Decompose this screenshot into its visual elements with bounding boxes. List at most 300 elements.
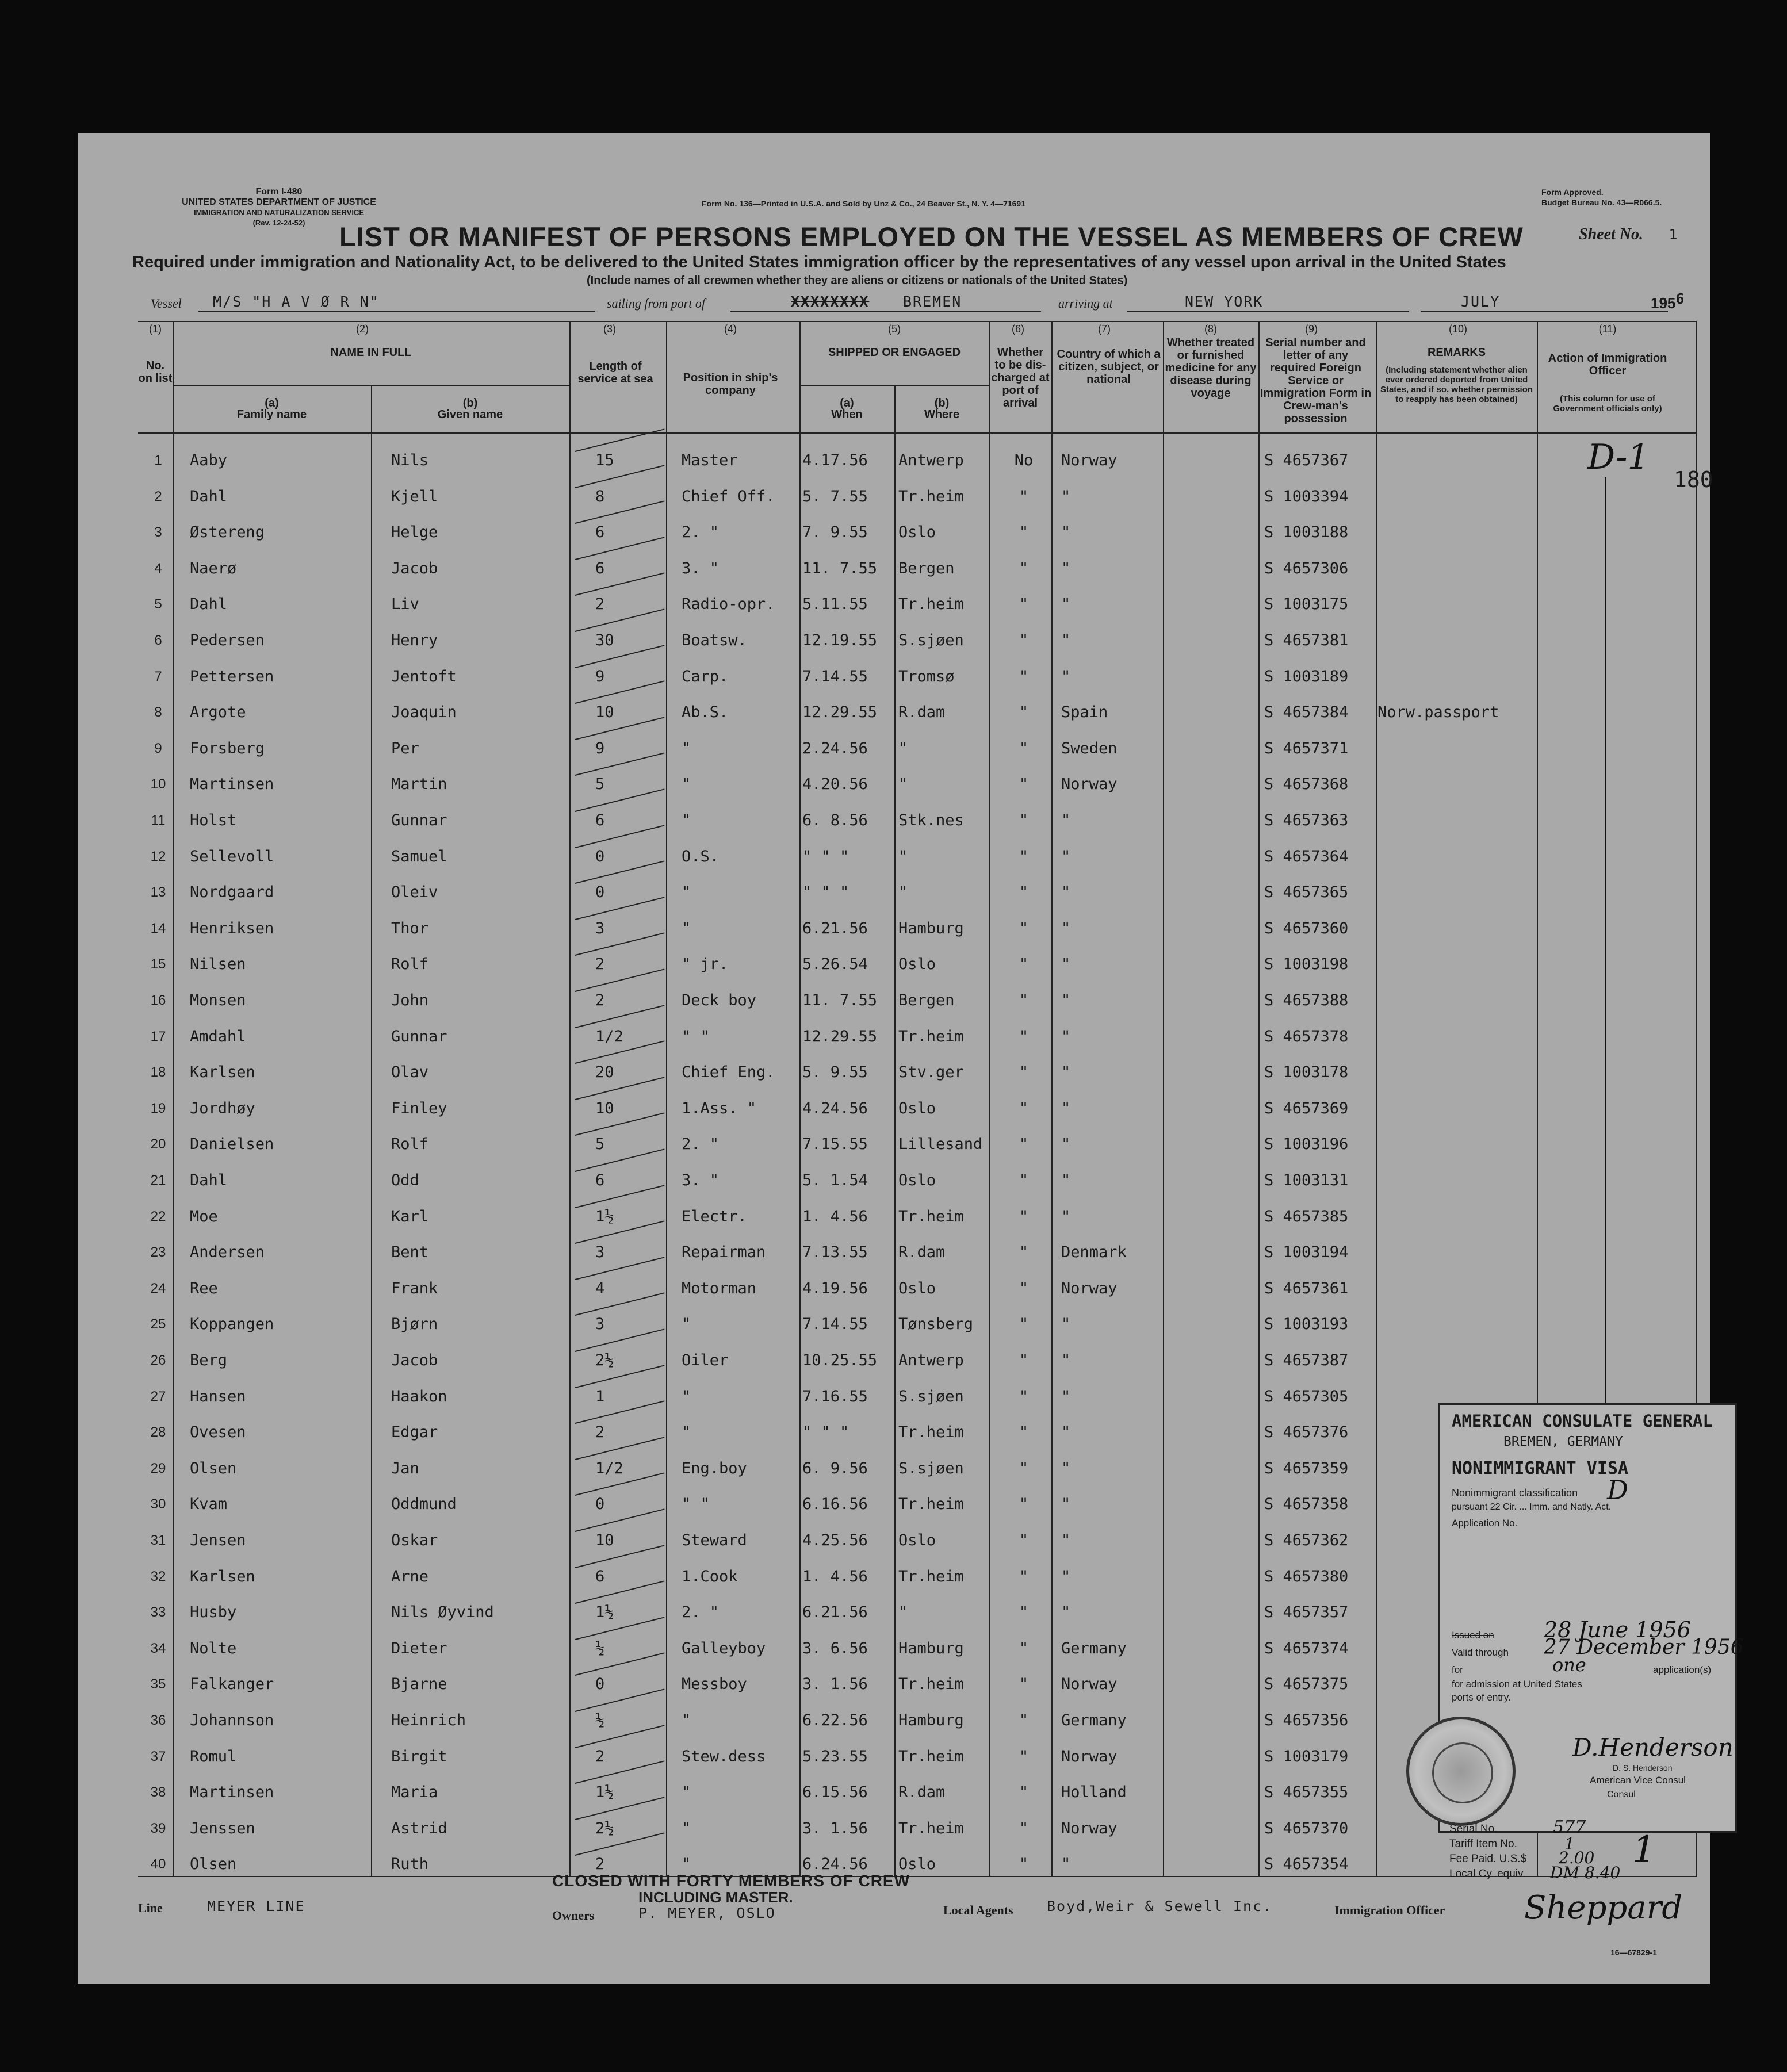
discharged: " (1019, 1675, 1029, 1694)
shipped-when: 1. 4.56 (802, 1567, 868, 1585)
length-of-service: ½ (595, 1639, 605, 1657)
ports-line: ports of entry. (1452, 1692, 1511, 1703)
vessel-underline (198, 311, 595, 312)
given-name: Birgit (391, 1747, 447, 1765)
shipped-when: " " " (802, 847, 850, 865)
length-of-service: 0 (595, 1495, 605, 1514)
given-name: Joaquin (391, 703, 457, 722)
arriving-port: NEW YORK (1185, 293, 1264, 310)
given-name: Rolf (391, 1135, 429, 1154)
col-num: (5) (888, 323, 901, 335)
row-number: 32 (150, 1568, 166, 1584)
shipped-when: 12.19.55 (802, 631, 878, 649)
length-of-service: 6 (595, 811, 605, 829)
shipped-where: Hamburg (898, 1639, 964, 1657)
row-number: 37 (150, 1748, 166, 1764)
shipped-when: 5. 7.55 (802, 487, 868, 505)
length-of-service: 2 (595, 595, 605, 614)
discharged: " (1019, 1027, 1029, 1045)
row-number: 34 (150, 1640, 166, 1656)
shipped-when: 12.29.55 (802, 1027, 878, 1045)
family-name: Dahl (190, 1171, 228, 1189)
vessel-label: Vessel (151, 296, 182, 311)
shipped-where: " (898, 1603, 908, 1622)
length-of-service: 20 (595, 1063, 614, 1082)
position: O.S. (682, 847, 720, 865)
given-name: Olav (391, 1063, 429, 1082)
discharged: " (1019, 1387, 1029, 1405)
sheet-number-block (1579, 225, 1679, 244)
shipped-when: 6.16.56 (802, 1495, 868, 1514)
length-of-service: 1½ (595, 1603, 614, 1622)
col-rule (1051, 321, 1053, 1876)
family-name: Naerø (190, 559, 237, 577)
shipped-where: Hamburg (898, 919, 964, 937)
shipped-when: 1. 4.56 (802, 1207, 868, 1225)
given-name: Martin (391, 775, 447, 794)
country: " (1061, 811, 1071, 829)
serial-number: S 4657376 (1264, 1423, 1349, 1442)
country: Germany (1061, 1711, 1127, 1729)
length-of-service: 0 (595, 847, 605, 865)
header-when-letter: (a) (840, 397, 854, 409)
approval-block (1541, 187, 1714, 208)
length-of-service: 1/2 (595, 1459, 623, 1477)
shipped-where: " (898, 847, 908, 865)
given-name: Astrid (391, 1819, 447, 1837)
row-number: 26 (150, 1353, 166, 1368)
serial-number: S 4657360 (1264, 919, 1349, 937)
row-number: 7 (154, 668, 162, 684)
family-name: Argote (190, 703, 246, 722)
given-name: Bjarne (391, 1675, 447, 1694)
row-number: 11 (151, 813, 166, 828)
discharged: " (1019, 1495, 1029, 1514)
col-num: (6) (1012, 323, 1024, 335)
family-name: Olsen (190, 1459, 237, 1477)
row-number: 18 (150, 1064, 166, 1081)
given-name: Oleiv (391, 883, 438, 902)
country: " (1061, 1531, 1071, 1549)
row-number: 12 (150, 848, 166, 864)
serial-number: S 4657368 (1264, 775, 1349, 794)
header-country: Country of which a citizen, subject, or national (1057, 348, 1161, 386)
serial-number: S 4657365 (1264, 883, 1349, 902)
shipped-where: " (898, 775, 908, 794)
row-number: 40 (150, 1856, 166, 1872)
serial-number: S 4657305 (1264, 1387, 1349, 1405)
country: " (1061, 1603, 1071, 1622)
discharged: " (1019, 487, 1029, 505)
form-approved: Form Approved. (1541, 187, 1604, 197)
serial-value: 577 (1553, 1817, 1586, 1837)
service: IMMIGRATION AND NATURALIZATION SERVICE (193, 208, 365, 217)
given-name: Bjørn (391, 1315, 438, 1334)
shipped-where: Tr.heim (898, 1423, 964, 1442)
serial-number: S 4657369 (1264, 1099, 1349, 1117)
page-title: LIST OR MANIFEST OF PERSONS EMPLOYED ON THE VESSEL AS MEMBERS OF CREW (339, 221, 1524, 252)
shipped-where: Tromsø (898, 667, 955, 685)
discharged: " (1019, 667, 1029, 685)
serial-number: S 1003394 (1264, 487, 1349, 505)
act-line: pursuant 22 Cir. ... Imm. and Natly. Act. (1452, 1502, 1612, 1512)
col-num: (4) (724, 323, 737, 335)
country: " (1061, 595, 1071, 614)
shipped-when: 6.21.56 (802, 1603, 868, 1622)
shipped-where: Lillesand (898, 1135, 983, 1154)
year-digit: 6 (1675, 290, 1686, 307)
serial-number: S 4657355 (1264, 1783, 1349, 1802)
serial-number: S 1003196 (1264, 1135, 1349, 1154)
country: " (1061, 631, 1071, 649)
serial-number: S 1003175 (1264, 595, 1349, 614)
country: " (1061, 1459, 1071, 1477)
serial-number: S 4657359 (1264, 1459, 1349, 1477)
country: " (1061, 883, 1071, 902)
shipped-when: 6. 8.56 (802, 811, 868, 829)
position: " jr. (682, 955, 729, 974)
discharged: " (1019, 1063, 1029, 1082)
shipped-where: Antwerp (898, 1351, 964, 1369)
given-name: Rolf (391, 955, 429, 974)
given-name: Thor (391, 919, 429, 937)
length-of-service: 8 (595, 487, 605, 505)
shipped-where: S.sjøen (898, 1459, 964, 1477)
shipped-where: Oslo (898, 1171, 936, 1189)
length-of-service: 3 (595, 919, 605, 937)
row-number: 29 (150, 1460, 166, 1476)
discharged: " (1019, 1603, 1029, 1622)
serial-number: S 4657387 (1264, 1351, 1349, 1369)
shipped-where: Tr.heim (898, 1675, 964, 1694)
family-name: Nolte (190, 1639, 237, 1657)
arriving-underline (1127, 311, 1409, 312)
header-family-name: Family name (236, 408, 307, 421)
row-number: 24 (150, 1280, 166, 1296)
length-of-service: 2 (595, 1855, 605, 1874)
sailing-underline (730, 311, 1041, 312)
length-of-service: 0 (595, 883, 605, 902)
for-label: for (1452, 1664, 1463, 1675)
country: Holland (1061, 1783, 1127, 1802)
line-label: Line (138, 1901, 163, 1915)
discharged: " (1019, 1783, 1029, 1802)
signer-title: American Vice Consul (1590, 1775, 1686, 1786)
sheet-number: 1 (1669, 226, 1679, 243)
country: " (1061, 1315, 1071, 1334)
shipped-where: R.dam (898, 1243, 946, 1262)
row-number: 3 (154, 524, 162, 541)
position: 3. " (682, 559, 720, 577)
position: Chief Off. (682, 487, 775, 505)
family-name: Dahl (190, 487, 228, 505)
shipped-where: " (898, 739, 908, 757)
shipped-when: 6. 9.56 (802, 1459, 868, 1477)
family-name: Kvam (190, 1495, 228, 1514)
given-name: Jacob (391, 559, 438, 577)
length-of-service: 2½ (595, 1819, 614, 1837)
length-of-service: 15 (595, 451, 614, 469)
discharged: " (1019, 1099, 1029, 1117)
country: " (1061, 1099, 1071, 1117)
family-name: Koppangen (190, 1315, 274, 1334)
header-action: Action of Immigration Officer (1548, 352, 1667, 377)
position: " (682, 919, 691, 937)
discharged: " (1019, 595, 1029, 614)
country: " (1061, 487, 1071, 505)
family-name: Romul (190, 1747, 237, 1765)
form-code: 16—67829-1 (1610, 1948, 1657, 1957)
country: " (1061, 1135, 1071, 1154)
family-name: Andersen (190, 1243, 265, 1262)
line-name: MEYER LINE (207, 1898, 305, 1914)
position: " " (682, 1495, 710, 1514)
shipped-where: Tr.heim (898, 1495, 964, 1514)
discharged: " (1019, 1639, 1029, 1657)
position: 2. " (682, 1135, 720, 1154)
col-rule (989, 321, 990, 1876)
fee-block (1449, 1817, 1639, 1883)
family-name: Ovesen (190, 1423, 246, 1442)
position: 1.Ass. " (682, 1099, 757, 1117)
country: " (1061, 1855, 1071, 1874)
discharged: " (1019, 1315, 1029, 1334)
owners-name: P. MEYER, OSLO (638, 1905, 776, 1921)
row-number: 13 (150, 884, 166, 901)
position: 3. " (682, 1171, 720, 1189)
header-length-of-service: Length of service at sea (577, 360, 653, 385)
given-name: Nils Øyvind (391, 1603, 494, 1622)
discharged: " (1019, 955, 1029, 974)
position: " (682, 1819, 691, 1837)
position: " (682, 811, 691, 829)
family-name: Amdahl (190, 1027, 246, 1045)
country: " (1061, 667, 1071, 685)
family-name: Dahl (190, 595, 228, 614)
arrival-month: JULY (1461, 293, 1501, 310)
length-of-service: 6 (595, 1567, 605, 1585)
given-name: Oddmund (391, 1495, 457, 1514)
shipped-when: 4.20.56 (802, 775, 868, 794)
seal-eagle (1432, 1742, 1493, 1803)
discharged: " (1019, 811, 1029, 829)
fee-paid-label: Fee Paid. U.S.$ (1449, 1853, 1527, 1865)
col-rule (371, 385, 372, 1876)
shipped-when: 5. 1.54 (802, 1171, 868, 1189)
row-number: 25 (150, 1316, 166, 1332)
family-name: Danielsen (190, 1135, 274, 1154)
family-name: Martinsen (190, 1783, 274, 1802)
country: " (1061, 1351, 1071, 1369)
serial-number: S 1003179 (1264, 1747, 1349, 1765)
shipped-when: 4.24.56 (802, 1099, 868, 1117)
serial-number: S 4657371 (1264, 739, 1349, 757)
classification-label: Nonimmigrant classification (1452, 1487, 1578, 1499)
col-rule (569, 321, 571, 1876)
shipped-when: 6.21.56 (802, 919, 868, 937)
header-family-letter: (a) (265, 397, 279, 409)
position: Motorman (682, 1279, 757, 1297)
family-name: Berg (190, 1351, 228, 1369)
shipped-when: 3. 1.56 (802, 1675, 868, 1694)
length-of-service: 10 (595, 1531, 614, 1549)
shipped-when: 7.14.55 (802, 1315, 868, 1334)
family-name: Jensen (190, 1531, 246, 1549)
shipped-when: 5.26.54 (802, 955, 868, 974)
header-medicine: Whether treated or furnished medicine for any disease during voyage (1165, 336, 1257, 400)
country: " (1061, 1027, 1071, 1045)
serial-number: S 1003178 (1264, 1063, 1349, 1082)
shipped-where: Tønsberg (898, 1315, 974, 1334)
family-name: Jordhøy (190, 1099, 255, 1117)
family-name: Martinsen (190, 775, 274, 794)
given-name: Gunnar (391, 1027, 447, 1045)
length-of-service: 2 (595, 955, 605, 974)
position: Steward (682, 1531, 747, 1549)
country: Norway (1061, 1747, 1118, 1765)
tariff-label: Tariff Item No. (1449, 1838, 1517, 1850)
given-name: Maria (391, 1783, 438, 1802)
stamp-line3: NONIMMIGRANT VISA (1452, 1458, 1629, 1479)
serial-number: S 4657364 (1264, 847, 1349, 865)
discharged: " (1019, 523, 1029, 542)
header-given-name: Given name (437, 408, 503, 421)
given-name: Oskar (391, 1531, 438, 1549)
length-of-service: 5 (595, 1135, 605, 1154)
row-number: 14 (150, 920, 166, 936)
position: Chief Eng. (682, 1063, 775, 1082)
shipped-when: 7. 9.55 (802, 523, 868, 542)
budget-bureau: Budget Bureau No. 43—R066.5. (1541, 198, 1662, 207)
length-of-service: 10 (595, 1099, 614, 1117)
local-label: Local Cy. equiv. (1449, 1868, 1526, 1880)
shipped-where: Tr.heim (898, 487, 964, 505)
serial-row (1449, 1817, 1639, 1838)
shipped-where: Stv.ger (898, 1063, 964, 1082)
country: " (1061, 523, 1071, 542)
row-number: 21 (150, 1173, 166, 1188)
serial-number: S 4657367 (1264, 451, 1349, 469)
shipped-where: Tr.heim (898, 595, 964, 614)
position: " (682, 739, 691, 757)
country: Norway (1061, 1819, 1118, 1837)
shipped-when: 6.22.56 (802, 1711, 868, 1729)
family-name: Pettersen (190, 667, 274, 685)
shipped-where: Tr.heim (898, 1207, 964, 1225)
sailing-label: sailing from port of (607, 296, 705, 311)
row-number: 33 (150, 1604, 166, 1621)
shipped-where: Oslo (898, 1099, 936, 1117)
row-number: 15 (150, 956, 166, 972)
country: " (1061, 1423, 1071, 1442)
row-number: 35 (150, 1676, 166, 1692)
position: Electr. (682, 1207, 747, 1225)
row-number: 38 (150, 1784, 166, 1801)
position: Boatsw. (682, 631, 747, 649)
shipped-where: Antwerp (898, 451, 964, 469)
shipped-where: S.sjøen (898, 631, 964, 649)
given-name: Jan (391, 1459, 419, 1477)
family-name: Johannson (190, 1711, 274, 1729)
col-rule (1258, 321, 1260, 1876)
col-num: (8) (1204, 323, 1217, 335)
position: Carp. (682, 667, 729, 685)
shipped-where: Tr.heim (898, 1747, 964, 1765)
country: Spain (1061, 703, 1108, 722)
row-number: 20 (150, 1136, 166, 1152)
valid-date: 27 December 1956 (1544, 1636, 1744, 1659)
country: " (1061, 1567, 1071, 1585)
country: Norway (1061, 1279, 1118, 1297)
consul-label: Consul (1607, 1790, 1636, 1799)
given-name: Odd (391, 1171, 419, 1189)
sailing-port: BREMEN (903, 293, 962, 310)
given-name: Karl (391, 1207, 429, 1225)
printer-line: Form No. 136—Printed in U.S.A. and Sold by Unz & Co., 24 Beaver St., N. Y. 4—71691 (702, 199, 1026, 208)
serial-number: S 1003189 (1264, 667, 1349, 685)
country: Sweden (1061, 739, 1118, 757)
discharged: " (1019, 1855, 1029, 1874)
family-name: Moe (190, 1207, 218, 1225)
row-number: 4 (154, 560, 162, 576)
serial-number: S 1003131 (1264, 1171, 1349, 1189)
shipped-when: 4.19.56 (802, 1279, 868, 1297)
remarks: Norw.passport (1377, 703, 1499, 722)
length-of-service: 2 (595, 1747, 605, 1765)
shipped-when: 11. 7.55 (802, 559, 878, 577)
position: 2. " (682, 1603, 720, 1622)
country: " (1061, 847, 1071, 865)
discharged: " (1019, 1747, 1029, 1765)
country: Denmark (1061, 1243, 1127, 1262)
length-of-service: 2½ (595, 1351, 614, 1369)
side-mark: 1 (1632, 1829, 1656, 1871)
officer-signature: Sheppard (1524, 1889, 1683, 1927)
length-of-service: 6 (595, 1171, 605, 1189)
row-number: 17 (150, 1028, 166, 1044)
position: " (682, 1855, 691, 1874)
discharged: No (1014, 451, 1034, 469)
family-name: Hansen (190, 1387, 246, 1405)
serial-number: S 4657361 (1264, 1279, 1349, 1297)
serial-number: S 1003198 (1264, 955, 1349, 974)
col-num: (10) (1448, 323, 1467, 335)
serial-number: S 4657385 (1264, 1207, 1349, 1225)
position: Eng.boy (682, 1459, 747, 1477)
country: " (1061, 559, 1071, 577)
shipped-where: Oslo (898, 523, 936, 542)
shipped-where: Tr.heim (898, 1567, 964, 1585)
serial-number: S 4657378 (1264, 1027, 1349, 1045)
col-num: (7) (1098, 323, 1111, 335)
discharged: " (1019, 991, 1029, 1009)
position: " (682, 883, 691, 902)
position: 1.Cook (682, 1567, 738, 1585)
shipped-when: 3. 1.56 (802, 1819, 868, 1837)
given-name: Edgar (391, 1423, 438, 1442)
admission-line: for admission at United States (1452, 1679, 1582, 1690)
row-number: 6 (154, 633, 162, 648)
col-rule (666, 321, 667, 1876)
country: " (1061, 1063, 1071, 1082)
serial-label: Serial No. (1449, 1823, 1498, 1835)
shipped-where: " (898, 883, 908, 902)
shipped-when: 7.14.55 (802, 667, 868, 685)
legal-subtitle: Required under immigration and Nationality Act, to be delivered to the United States immigration officer by the representatives of any vessel upon arrival in the United States (132, 253, 1506, 271)
length-of-service: 2 (595, 991, 605, 1009)
row-number: 19 (150, 1100, 166, 1116)
shipped-where: S.sjøen (898, 1387, 964, 1405)
